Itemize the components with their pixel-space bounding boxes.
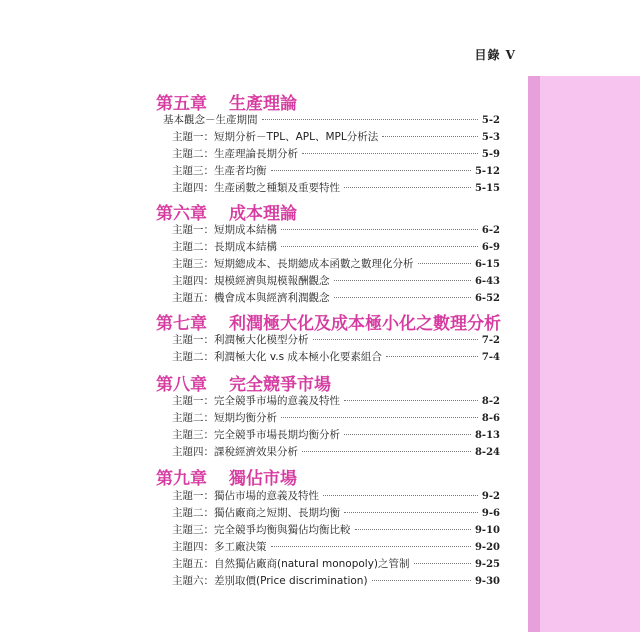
entry-page: 8-6 [481, 413, 500, 424]
entry-page: 5-15 [474, 183, 500, 194]
entry-title: 主題二：短期均衡分析 [172, 412, 277, 424]
toc-entry[interactable] [172, 522, 500, 537]
entry-title: 主題四：規模經濟與規模報酬觀念 [172, 275, 330, 287]
entry-page: 6-15 [474, 259, 500, 270]
entry-title: 主題一：完全競爭市場的意義及特性 [172, 395, 340, 407]
entry-title: 主題四：多工廠決策 [172, 541, 267, 553]
entry-title: 主題二：獨佔廠商之短期、長期均衡 [172, 507, 340, 519]
chapter-title: 利潤極大化及成本極小化之數理分析 [229, 314, 501, 334]
entry-title: 主題三：完全競爭市場長期均衡分析 [172, 429, 340, 441]
side-band [540, 76, 640, 632]
entry-page: 5-2 [481, 115, 500, 126]
entry-title: 主題二：利潤極大化 v.s 成本極小化要素組合 [172, 351, 382, 363]
toc-entry[interactable] [172, 239, 500, 254]
toc-entry[interactable] [172, 180, 500, 195]
toc-entry[interactable] [172, 222, 500, 237]
leader-dots [344, 434, 471, 435]
leader-dots [271, 170, 471, 171]
chapter-title: 成本理論 [229, 204, 297, 224]
leader-dots [355, 529, 471, 530]
chapter-heading [156, 370, 331, 395]
entry-title: 主題五：自然獨佔廠商(natural monopoly)之管制 [172, 558, 410, 570]
leader-dots [281, 417, 478, 418]
toc-entry[interactable] [172, 505, 500, 520]
chapter-heading [156, 199, 297, 224]
toc-entry[interactable] [172, 488, 500, 503]
entry-page: 8-24 [474, 447, 500, 458]
leader-dots [344, 400, 478, 401]
chapter-number: 第七章 [156, 314, 207, 334]
entry-page: 9-2 [481, 491, 500, 502]
chapter-number: 第八章 [156, 375, 207, 395]
toc-entry[interactable] [172, 146, 500, 161]
entry-title: 主題一：短期成本結構 [172, 224, 277, 236]
chapter-title: 生產理論 [229, 94, 297, 114]
entry-page: 5-9 [481, 149, 500, 160]
toc-entry[interactable] [172, 129, 500, 144]
entry-page: 7-2 [481, 335, 500, 346]
toc-entry[interactable] [172, 539, 500, 554]
leader-dots [334, 280, 471, 281]
chapter-number: 第六章 [156, 204, 207, 224]
entry-title: 主題一：獨佔市場的意義及特性 [172, 490, 319, 502]
leader-dots [386, 356, 478, 357]
toc-entry[interactable] [172, 273, 500, 288]
chapter-heading [156, 89, 297, 114]
chapter-number: 第九章 [156, 469, 207, 489]
leader-dots [372, 580, 471, 581]
chapter-title: 獨佔市場 [229, 469, 297, 489]
toc-entry[interactable] [172, 332, 500, 347]
entry-title: 主題二：生產理論長期分析 [172, 148, 298, 160]
chapter-title: 完全競爭市場 [229, 375, 331, 395]
page-header-label: 目錄 V [474, 48, 516, 62]
leader-dots [313, 339, 478, 340]
leader-dots [418, 263, 471, 264]
toc-entry[interactable] [172, 256, 500, 271]
entry-title: 主題三：完全競爭均衡與獨佔均衡比較 [172, 524, 351, 536]
leader-dots [344, 187, 471, 188]
leader-dots [271, 546, 471, 547]
toc-entry[interactable] [172, 163, 500, 178]
entry-title: 主題三：生產者均衡 [172, 165, 267, 177]
entry-page: 9-25 [474, 559, 500, 570]
entry-page: 7-4 [481, 352, 500, 363]
entry-page: 5-3 [481, 132, 500, 143]
toc-entry[interactable] [172, 556, 500, 571]
entry-title: 主題四：生產函數之種類及重要特性 [172, 182, 340, 194]
entry-page: 5-12 [474, 166, 500, 177]
leader-dots [344, 512, 478, 513]
leader-dots [302, 451, 471, 452]
chapter-heading [156, 309, 501, 334]
entry-page: 9-6 [481, 508, 500, 519]
entry-page: 6-2 [481, 225, 500, 236]
toc-entry[interactable] [172, 427, 500, 442]
toc-entry[interactable] [172, 573, 500, 588]
entry-page: 6-9 [481, 242, 500, 253]
entry-title: 主題四：課稅經濟效果分析 [172, 446, 298, 458]
toc-entry[interactable] [172, 444, 500, 459]
entry-title: 主題六：差別取價(Price discrimination) [172, 575, 368, 587]
toc-entry[interactable] [172, 410, 500, 425]
entry-title: 主題三：短期總成本、長期總成本函數之數理化分析 [172, 258, 414, 270]
entry-title: 主題二：長期成本結構 [172, 241, 277, 253]
leader-dots [281, 229, 478, 230]
toc-entry[interactable] [172, 349, 500, 364]
leader-dots [414, 563, 471, 564]
entry-title: 主題五：機會成本與經濟利潤觀念 [172, 292, 330, 304]
side-tab [528, 76, 540, 632]
leader-dots [302, 153, 478, 154]
entry-page: 9-10 [474, 525, 500, 536]
entry-page: 8-13 [474, 430, 500, 441]
leader-dots [323, 495, 478, 496]
toc-entry[interactable] [172, 393, 500, 408]
chapter-heading [156, 464, 297, 489]
leader-dots [382, 136, 478, 137]
entry-title: 基本觀念－生產期間 [163, 114, 258, 126]
toc-entry[interactable] [172, 290, 500, 305]
entry-page: 6-43 [474, 276, 500, 287]
leader-dots [281, 246, 478, 247]
leader-dots [262, 119, 478, 120]
entry-page: 9-20 [474, 542, 500, 553]
toc-entry[interactable] [163, 112, 500, 127]
leader-dots [334, 297, 471, 298]
entry-page: 6-52 [474, 293, 500, 304]
chapter-number: 第五章 [156, 94, 207, 114]
entry-page: 9-30 [474, 576, 500, 587]
entry-title: 主題一：利潤極大化模型分析 [172, 334, 309, 346]
entry-title: 主題一：短期分析－TPL、APL、MPL分析法 [172, 131, 379, 143]
entry-page: 8-2 [481, 396, 500, 407]
